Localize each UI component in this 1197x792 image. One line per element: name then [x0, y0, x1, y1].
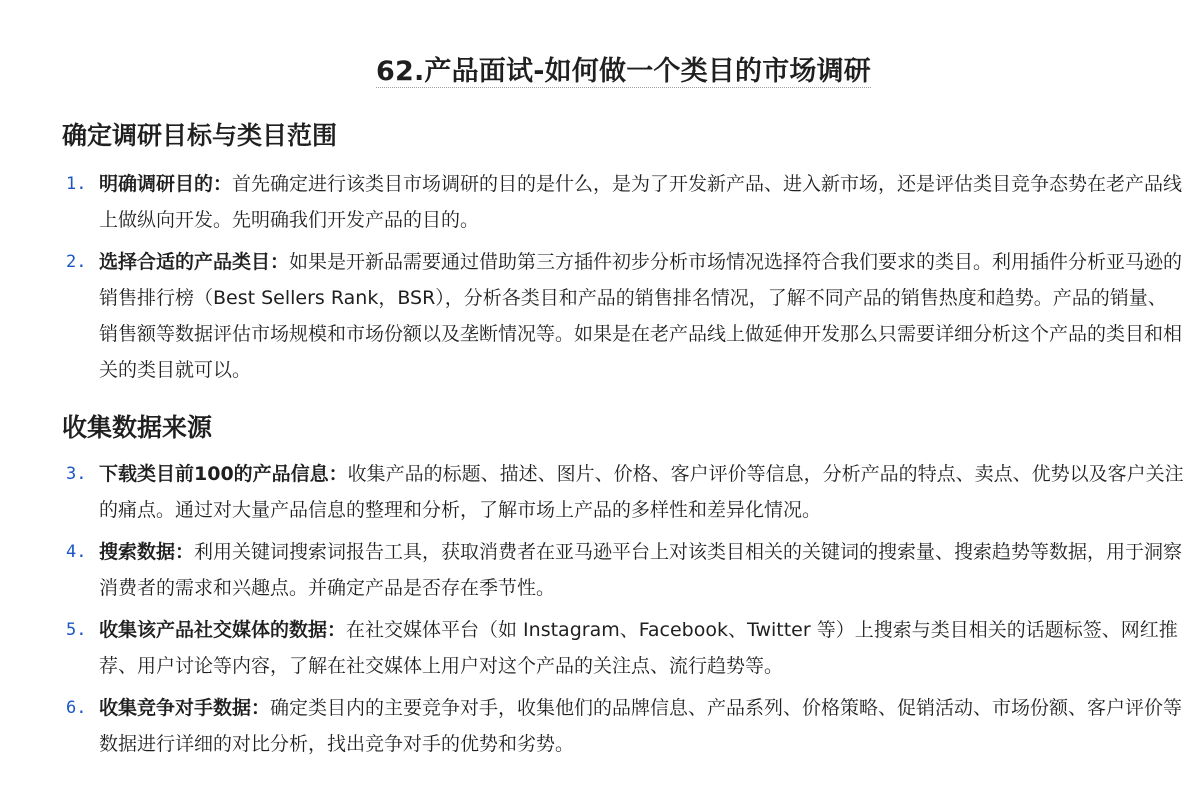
list-number: 5. [66, 620, 87, 640]
list-item [62, 456, 1185, 528]
item-text: 首先确定进行该类目市场调研的目的是什么，是为了开发新产品、进入新市场，还是评估类目竞争态势在老产品线上做纵向开发。先明确我们开发产品的目的。 [99, 173, 1183, 231]
list-number: 4. [66, 542, 87, 562]
page-title-text: 62.产品面试-如何做一个类目的市场调研 [375, 56, 872, 87]
item-label: 下载类目前100的产品信息： [99, 463, 348, 485]
item-text: 确定类目内的主要竞争对手，收集他们的品牌信息、产品系列、价格策略、促销活动、市场份额、客户评价等数据进行详细的对比分析，找出竞争对手的优势和劣势。 [99, 697, 1183, 755]
list-research-goal [62, 166, 1185, 388]
list-item [62, 166, 1185, 238]
item-label: 收集该产品社交媒体的数据： [99, 619, 347, 641]
list-item [62, 244, 1185, 388]
list-number: 6. [66, 698, 87, 718]
item-label: 收集竞争对手数据： [99, 697, 271, 719]
page-title [62, 0, 1185, 96]
item-label: 明确调研目的： [99, 173, 233, 195]
list-item [62, 690, 1185, 762]
item-text: 收集产品的标题、描述、图片、价格、客户评价等信息，分析产品的特点、卖点、优势以及客户关注的痛点。通过对大量产品信息的整理和分析，了解市场上产品的多样性和差异化情况。 [99, 463, 1184, 521]
section-heading-data-sources: 收集数据来源 [62, 413, 213, 442]
list-number: 1. [66, 174, 87, 194]
list-number: 3. [66, 464, 87, 484]
item-text: 如果是开新品需要通过借助第三方插件初步分析市场情况选择符合我们要求的类目。利用插件分析亚马逊的销售排行榜（Best Sellers Rank，BSR），分析各类目和产品的销售排名情况，了解不同产品的销售热度和趋势。产品的销量、销售额等数据评估市场规模和市场份额以及垄断情况等。如果是在老产品线上做延伸开发那么只需要详细分析这个产品的类目和相关的类目就可以。 [99, 251, 1183, 381]
item-label: 选择合适的产品类目： [99, 251, 290, 273]
item-text: 利用关键词搜索词报告工具，获取消费者在亚马逊平台上对该类目相关的关键词的搜索量、搜索趋势等数据，用于洞察消费者的需求和兴趣点。并确定产品是否存在季节性。 [99, 541, 1183, 599]
list-data-sources [62, 456, 1185, 762]
list-item [62, 534, 1185, 606]
list-item [62, 612, 1185, 684]
item-label: 搜索数据： [99, 541, 195, 563]
item-text: 在社交媒体平台（如 Instagram、Facebook、Twitter 等）上搜索与类目相关的话题标签、网红推荐、用户讨论等内容，了解在社交媒体上用户对这个产品的关注点、流行趋势等。 [99, 619, 1178, 677]
list-number: 2. [66, 252, 87, 272]
section-heading-research-goal: 确定调研目标与类目范围 [62, 121, 338, 150]
